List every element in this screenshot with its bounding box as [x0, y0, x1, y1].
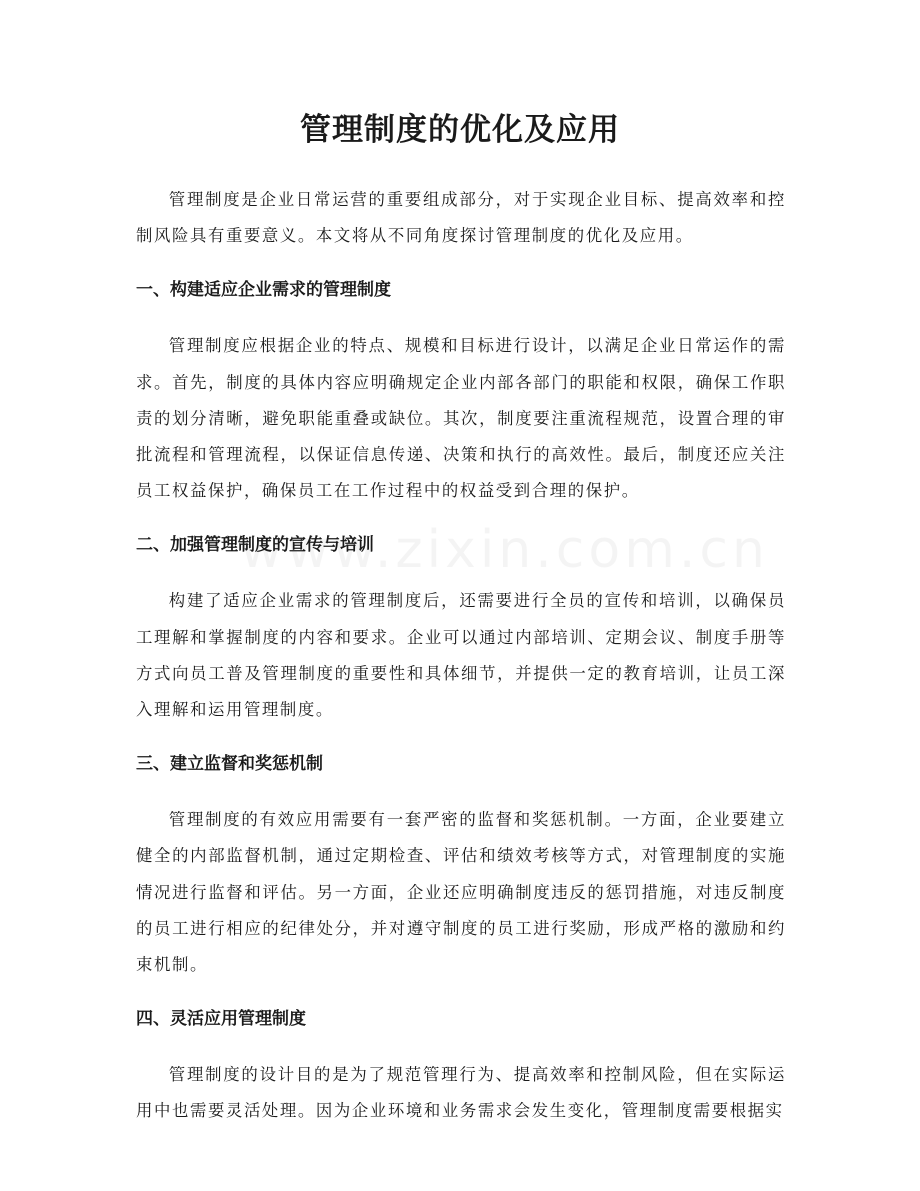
document-body [136, 182, 786, 1130]
section-paragraph-2: 构建了适应企业需求的管理制度后，还需要进行全员的宣传和培训，以确保员工理解和掌握制度的内容和要求。企业可以通过内部培训、定期会议、制度手册等方式向员工普及管理制度的重要性和具体细节，并提供一定的教育培训，让员工深入理解和运用管理制度。 [136, 591, 786, 720]
section-heading-2: 二、加强管理制度的宣传与培训 [136, 535, 374, 556]
section-heading-3: 三、建立监督和奖惩机制 [136, 754, 323, 775]
section-heading-4: 四、灵活应用管理制度 [136, 1009, 306, 1030]
section-heading-1: 一、构建适应企业需求的管理制度 [136, 280, 391, 301]
intro-paragraph: 管理制度是企业日常运营的重要组成部分，对于实现企业目标、提高效率和控制风险具有重要意义。本文将从不同角度探讨管理制度的优化及应用。 [136, 190, 786, 246]
document-title: 管理制度的优化及应用 [300, 112, 620, 148]
section-paragraph-1: 管理制度应根据企业的特点、规模和目标进行设计，以满足企业日常运作的需求。首先，制度的具体内容应明确规定企业内部各部门的职能和权限，确保工作职责的划分清晰，避免职能重叠或缺位。其次，制度要注重流程规范，设置合理的审批流程和管理流程，以保证信息传递、决策和执行的高效性。最后，制度还应关注员工权益保护，确保员工在工作过程中的权益受到合理的保护。 [136, 336, 786, 501]
section-paragraph-4: 管理制度的设计目的是为了规范管理行为、提高效率和控制风险，但在实际运用中也需要灵活处理。因为企业环境和业务需求会发生变化，管理制度需要根据实 [136, 1065, 786, 1121]
section-paragraph-3: 管理制度的有效应用需要有一套严密的监督和奖惩机制。一方面，企业要建立健全的内部监督机制，通过定期检查、评估和绩效考核等方式，对管理制度的实施情况进行监督和评估。另一方面，企业还应明确制度违反的惩罚措施，对违反制度的员工进行相应的纪律处分，并对遵守制度的员工进行奖励，形成严格的激励和约束机制。 [136, 810, 786, 975]
